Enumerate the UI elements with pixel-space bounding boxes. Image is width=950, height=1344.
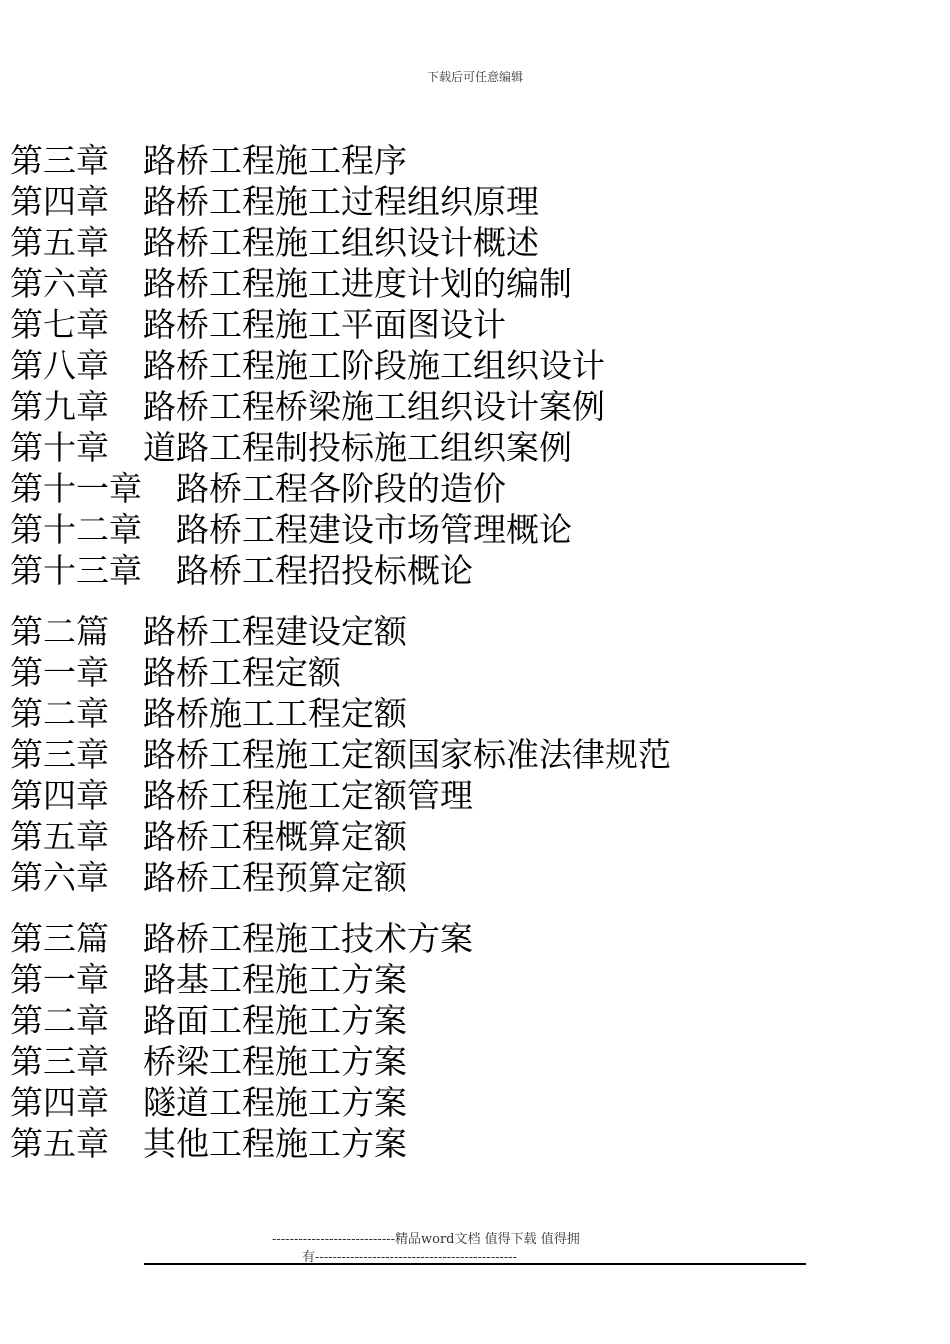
chapter-label: 第十章: [10, 428, 109, 467]
footer-rule: [144, 1263, 806, 1265]
chapter-title: 路桥工程预算定额: [143, 858, 407, 897]
part-label: 第二篇: [10, 612, 109, 651]
chapter-title: 路桥工程施工平面图设计: [143, 305, 506, 344]
chapter-title: 路桥工程招投标概论: [176, 551, 473, 590]
footer-note-line1: ----------------------------精品word文档 值得下载 值得拥: [272, 1232, 580, 1247]
chapter-title: 路桥工程定额: [143, 653, 341, 692]
chapter-title: 路桥工程施工程序: [143, 141, 407, 180]
chapter-title: 路桥工程概算定额: [143, 817, 407, 856]
toc-line: [10, 816, 930, 857]
chapter-label: 第七章: [10, 305, 109, 344]
chapter-label: 第一章: [10, 653, 109, 692]
chapter-title: 路桥工程施工组织设计概述: [143, 223, 539, 262]
toc-group-1: [10, 140, 930, 591]
chapter-label: 第三章: [10, 1042, 109, 1081]
chapter-title: 路桥施工工程定额: [143, 694, 407, 733]
toc-line: [10, 140, 930, 181]
chapter-label: 第三章: [10, 141, 109, 180]
chapter-label: 第十三章: [10, 551, 142, 590]
toc-line: [10, 550, 930, 591]
chapter-title: 路桥工程桥梁施工组织设计案例: [143, 387, 605, 426]
chapter-label: 第一章: [10, 960, 109, 999]
chapter-label: 第八章: [10, 346, 109, 385]
part-heading: [10, 611, 930, 652]
chapter-title: 路桥工程施工阶段施工组织设计: [143, 346, 605, 385]
chapter-title: 路桥工程施工过程组织原理: [143, 182, 539, 221]
chapter-label: 第十二章: [10, 510, 142, 549]
chapter-label: 第十一章: [10, 469, 142, 508]
chapter-label: 第六章: [10, 858, 109, 897]
chapter-label: 第二章: [10, 1001, 109, 1040]
toc-group-3: [10, 918, 930, 1164]
toc-line: [10, 775, 930, 816]
toc-line: [10, 181, 930, 222]
chapter-title: 路桥工程各阶段的造价: [176, 469, 506, 508]
toc-line: [10, 1000, 930, 1041]
toc-line: [10, 468, 930, 509]
toc-line: [10, 1082, 930, 1123]
toc-line: [10, 386, 930, 427]
chapter-label: 第六章: [10, 264, 109, 303]
chapter-label: 第九章: [10, 387, 109, 426]
part-label: 第三篇: [10, 919, 109, 958]
chapter-label: 第五章: [10, 817, 109, 856]
toc-line: [10, 857, 930, 898]
chapter-label: 第五章: [10, 223, 109, 262]
chapter-title: 桥梁工程施工方案: [143, 1042, 407, 1081]
chapter-title: 隧道工程施工方案: [143, 1083, 407, 1122]
table-of-contents: [10, 140, 930, 1164]
chapter-label: 第四章: [10, 182, 109, 221]
chapter-label: 第三章: [10, 735, 109, 774]
toc-line: [10, 509, 930, 550]
part-title: 路桥工程建设定额: [143, 612, 407, 651]
part-heading: [10, 918, 930, 959]
toc-line: [10, 1041, 930, 1082]
toc-line: [10, 427, 930, 468]
chapter-title: 道路工程制投标施工组织案例: [143, 428, 572, 467]
chapter-title: 路桥工程施工进度计划的编制: [143, 264, 572, 303]
chapter-title: 路桥工程施工定额国家标准法律规范: [143, 735, 671, 774]
toc-group-2: [10, 611, 930, 898]
toc-line: [10, 1123, 930, 1164]
chapter-title: 路桥工程施工定额管理: [143, 776, 473, 815]
header-note: 下载后可任意编辑: [426, 70, 523, 84]
toc-line: [10, 263, 930, 304]
chapter-title: 其他工程施工方案: [143, 1124, 407, 1163]
toc-line: [10, 693, 930, 734]
toc-line: [10, 734, 930, 775]
chapter-title: 路基工程施工方案: [143, 960, 407, 999]
part-title: 路桥工程施工技术方案: [143, 919, 473, 958]
chapter-label: 第四章: [10, 1083, 109, 1122]
toc-line: [10, 222, 930, 263]
toc-line: [10, 959, 930, 1000]
footer-note-line2: 有----------------------------------------------: [302, 1250, 518, 1265]
chapter-title: 路面工程施工方案: [143, 1001, 407, 1040]
chapter-title: 路桥工程建设市场管理概论: [176, 510, 572, 549]
toc-line: [10, 304, 930, 345]
chapter-label: 第二章: [10, 694, 109, 733]
chapter-label: 第五章: [10, 1124, 109, 1163]
toc-line: [10, 345, 930, 386]
chapter-label: 第四章: [10, 776, 109, 815]
toc-line: [10, 652, 930, 693]
